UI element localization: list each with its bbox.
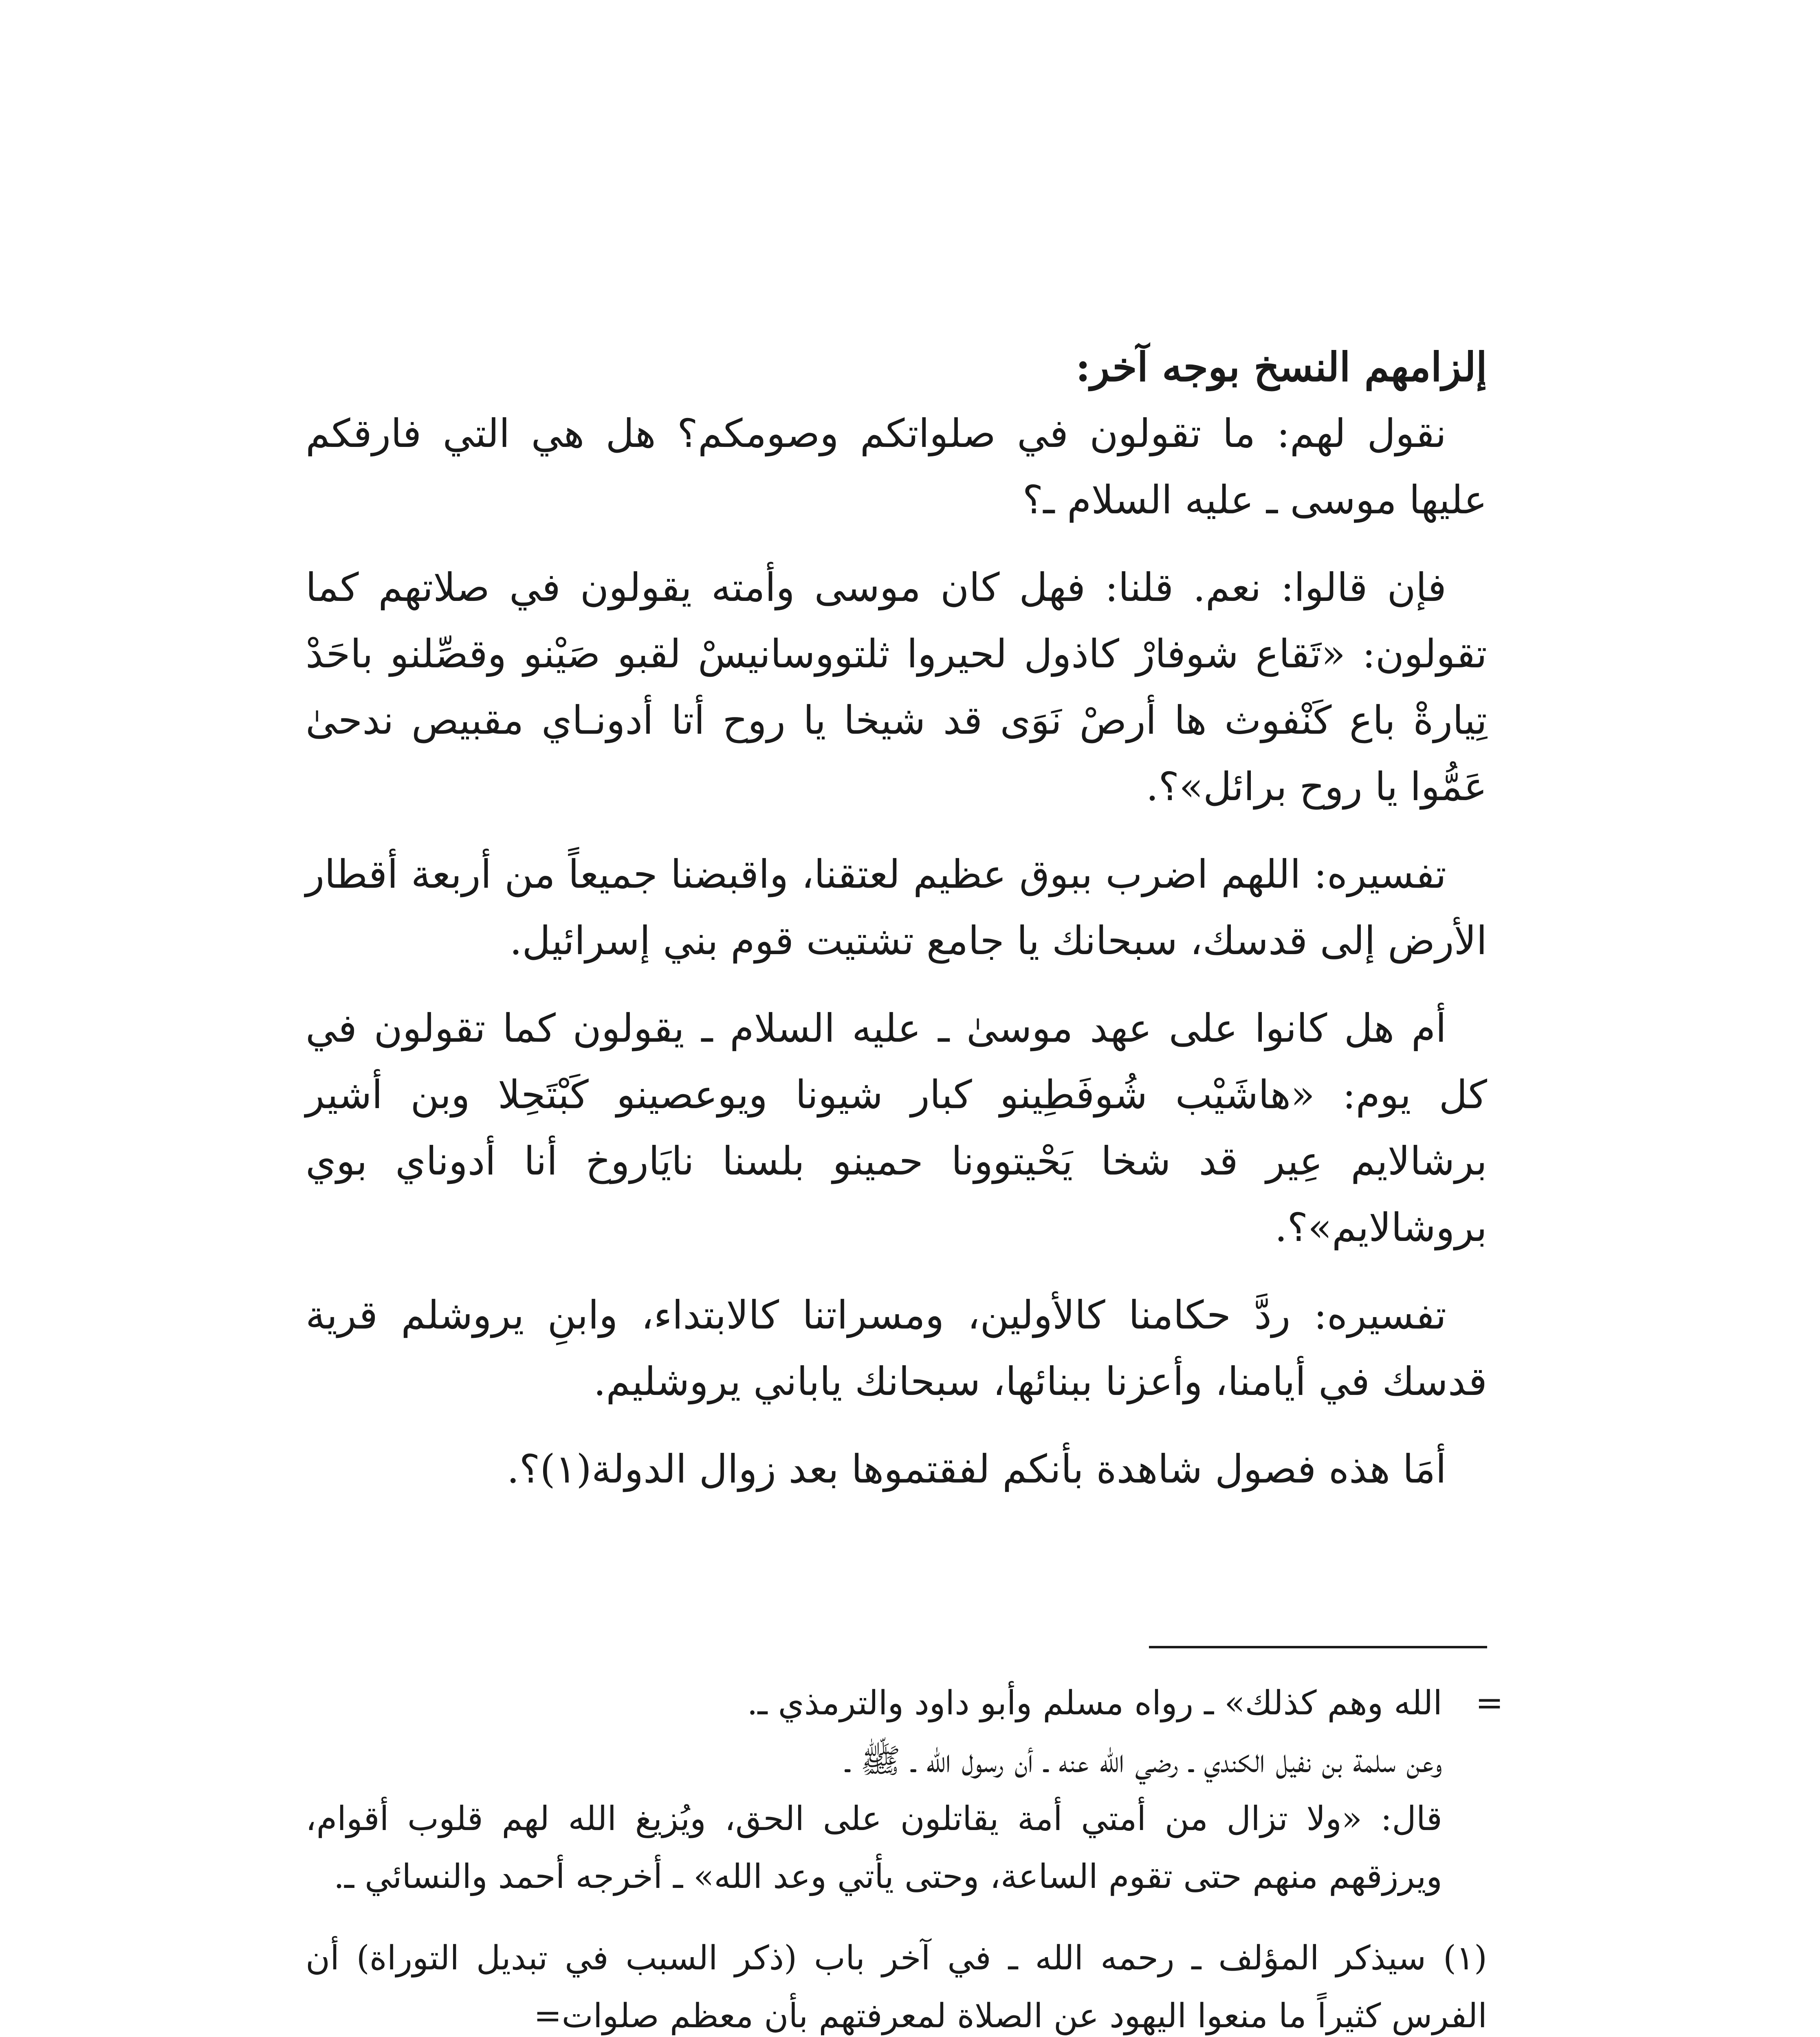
continuation-marker: = <box>1475 1684 1503 1722</box>
paragraph-2: فإن قالوا: نعم. قلنا: فهل كان موسى وأمته يقولون في صلاتهم كما تقولون: «تَقاع شوفارْ كاذول لحيروا ثلتووسانيسْ لقبو صَيْنو وقصِّلنو باحَدْ تِيارةْ باع كَنْفوث ها أرصْ نَوَى قد شيخا يا روح أتا أدونـاي مقبيص ندحىٰ عَمُّوا يا روح برائل»؟. <box>306 565 1488 810</box>
footnote-1: (١) سيذكر المؤلف ـ رحمه الله ـ في آخر باب (ذكر السبب في تبديل التوراة) أن الفرس كثيراً ما منعوا اليهود عن الصلاة لمعرفتهم بأن معظم صلوات= <box>306 1939 1487 2035</box>
paragraph-1: نقول لهم: ما تقولون في صلواتكم وصومكم؟ هل هي التي فارقكم عليها موسى ـ عليه السلام ـ؟ <box>306 411 1487 523</box>
footnote-continuation-text: الله وهم كذلك» ـ رواه مسلم وأبو داود والترمذي ـ. <box>747 1684 1442 1722</box>
paragraph-6: أمَا هذه فصول شاهدة بأنكم لفقتموها بعد زوال الدولة(١)؟. <box>506 1446 1446 1492</box>
main-text <box>306 334 1487 1502</box>
footnote-hadith-body: قال: «ولا تزال من أمتي أمة يقاتلون على الحق، ويُزيغ الله لهم قلوب أقوام، ويرزقهم منهم حتى تقوم الساعة، وحتى يأتي وعد الله» ـ أخرجه أحمد والنسائي ـ. <box>306 1799 1442 1896</box>
paragraph-4: أم هل كانوا على عهد موسىٰ ـ عليه السلام ـ يقولون كما تقولون في كل يوم: «هاشَيْب شُوفَطِينو كبار شيونا ويوعصينو كَبْتَحِلا وبن أشير برشالايم عِير قد شخا يَحْيتوونا حمينو بلسنا نايَاروخ أنا أدوناي بوي بروشالايم»؟. <box>306 1005 1488 1250</box>
main-text-block <box>306 334 1487 1502</box>
footnote-hadith-intro: وعن سلمة بن نفيل الكندي ـ رضي الله عنه ـ أن رسول الله ـ ﷺ ـ <box>845 1742 1442 1780</box>
paragraph-3: تفسيره: اللهم اضرب ببوق عظيم لعتقنا، واقبضنا جميعاً من أربعة أقطار الأرض إلى قدسك، سبحانك يا جامع تشتيت قوم بني إسرائيل. <box>306 851 1487 964</box>
paragraph-5: تفسيره: ردَّ حكامنا كالأولين، ومسراتنا كالابتداء، وابنِ يروشلم قرية قدسك في أيامنا، وأعزنا ببنائها، سبحانك ياباني يروشليم. <box>306 1292 1487 1404</box>
footnote-separator <box>1149 1646 1487 1648</box>
footnote-continuation <box>306 1674 1503 1732</box>
section-heading: إلزامهم النسخ بوجه آخر: <box>1075 344 1487 391</box>
footnotes-block <box>306 1674 1503 2037</box>
